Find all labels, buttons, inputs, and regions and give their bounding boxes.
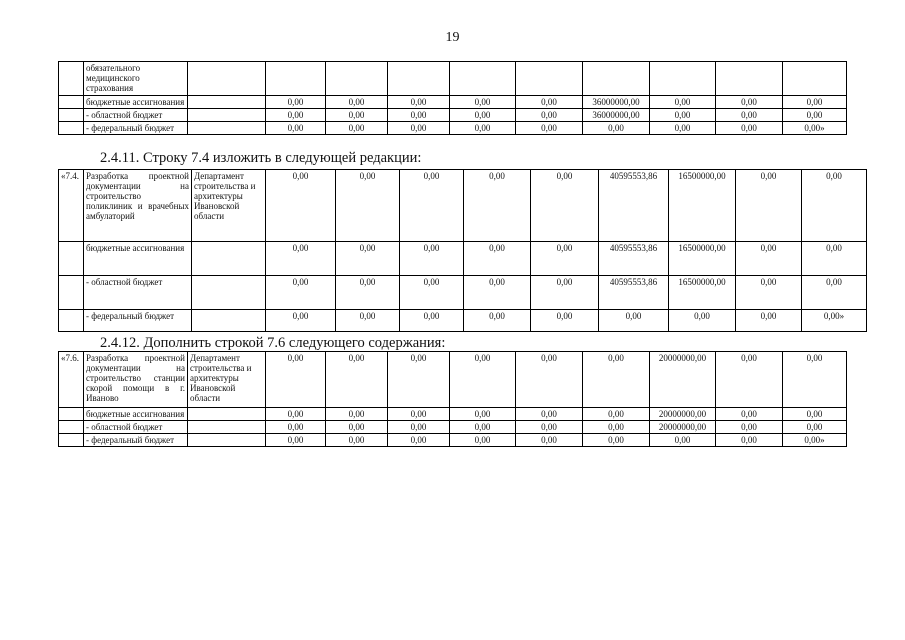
table-row (59, 408, 847, 421)
value-cell: 0,00 (326, 96, 388, 109)
value-cell: 0,00 (669, 310, 736, 332)
value-cell: 0,00 (326, 408, 388, 421)
value-cell: 20000000,00 (650, 421, 716, 434)
value-cell: 0,00 (336, 170, 400, 242)
row-label: обязательного медицинского страхования (84, 62, 188, 96)
department: Департамент строительства и архитектуры Ивановской области (188, 352, 266, 408)
value-cell: 0,00 (336, 310, 400, 332)
table-continuation (58, 61, 847, 135)
value-cell (783, 62, 847, 96)
value-cell: 0,00 (266, 434, 326, 447)
value-cell: 20000000,00 (650, 408, 716, 421)
value-cell: 0,00 (450, 434, 516, 447)
row-label: - областной бюджет (84, 276, 192, 310)
value-cell: 16500000,00 (669, 242, 736, 276)
value-cell: 0,00 (266, 170, 336, 242)
value-cell: 0,00 (802, 242, 867, 276)
table-row (59, 122, 847, 135)
value-cell: 0,00 (583, 421, 650, 434)
value-cell: 0,00 (266, 122, 326, 135)
value-cell: 0,00 (516, 109, 583, 122)
value-cell: 0,00 (388, 434, 450, 447)
value-cell: 0,00 (736, 276, 802, 310)
value-cell: 0,00 (736, 242, 802, 276)
value-cell: 0,00 (388, 122, 450, 135)
value-cell: 0,00 (650, 122, 716, 135)
row-label: бюджетные ассигнования (84, 408, 188, 421)
table-row (59, 352, 847, 408)
value-cell: 0,00 (531, 170, 599, 242)
value-cell (583, 62, 650, 96)
value-cell: 0,00 (464, 242, 531, 276)
section-heading: 2.4.12. Дополнить строкой 7.6 следующего содержания: (100, 335, 446, 351)
value-cell: 0,00 (388, 408, 450, 421)
row-number: «7.6. (59, 352, 84, 408)
value-cell (650, 62, 716, 96)
table-row (59, 62, 847, 96)
value-cell: 0,00 (583, 408, 650, 421)
value-cell (266, 62, 326, 96)
value-cell: 0,00 (783, 408, 847, 421)
value-cell: 0,00 (464, 276, 531, 310)
value-cell: 0,00 (326, 122, 388, 135)
value-cell: 16500000,00 (669, 170, 736, 242)
value-cell: 0,00 (388, 96, 450, 109)
value-cell: 0,00 (783, 421, 847, 434)
value-cell: 0,00 (326, 109, 388, 122)
value-cell: 0,00» (783, 122, 847, 135)
value-cell: 0,00 (716, 408, 783, 421)
value-cell: 0,00 (450, 109, 516, 122)
value-cell: 0,00 (400, 276, 464, 310)
value-cell: 0,00 (266, 109, 326, 122)
value-cell: 0,00 (400, 310, 464, 332)
value-cell: 0,00 (266, 352, 326, 408)
value-cell: 0,00» (802, 310, 867, 332)
value-cell (326, 62, 388, 96)
value-cell: 0,00 (326, 434, 388, 447)
value-cell: 0,00 (266, 276, 336, 310)
section-heading: 2.4.11. Строку 7.4 изложить в следующей редакции: (100, 150, 422, 166)
value-cell: 0,00 (516, 408, 583, 421)
value-cell: 0,00 (400, 170, 464, 242)
row-label: - областной бюджет (84, 421, 188, 434)
value-cell: 0,00 (583, 122, 650, 135)
table-row (59, 276, 867, 310)
table-row-7-4 (58, 169, 867, 332)
value-cell: 40595553,86 (599, 170, 669, 242)
row-label: бюджетные ассигнования (84, 96, 188, 109)
project-name: Разработка проектной документации на строительство станции скорой помощи в г. Иваново (84, 352, 188, 408)
value-cell: 20000000,00 (650, 352, 716, 408)
table-row (59, 421, 847, 434)
value-cell: 0,00 (266, 421, 326, 434)
value-cell: 36000000,00 (583, 109, 650, 122)
value-cell: 0,00 (736, 170, 802, 242)
value-cell: 0,00 (736, 310, 802, 332)
table-row (59, 109, 847, 122)
value-cell: 0,00 (531, 242, 599, 276)
row-label: - федеральный бюджет (84, 122, 188, 135)
value-cell: 0,00 (266, 310, 336, 332)
value-cell: 0,00 (464, 170, 531, 242)
value-cell: 0,00 (388, 352, 450, 408)
value-cell: 0,00 (650, 109, 716, 122)
value-cell: 0,00 (266, 96, 326, 109)
value-cell: 0,00 (400, 242, 464, 276)
row-label: бюджетные ассигнования (84, 242, 192, 276)
value-cell: 0,00 (516, 421, 583, 434)
table-row (59, 96, 847, 109)
value-cell: 0,00 (516, 434, 583, 447)
table-row (59, 242, 867, 276)
value-cell (388, 62, 450, 96)
project-name: Разработка проектной документации на строительство поликлиник и врачебных амбулаторий (84, 170, 192, 242)
value-cell (450, 62, 516, 96)
value-cell: 0,00» (783, 434, 847, 447)
value-cell: 16500000,00 (669, 276, 736, 310)
value-cell: 0,00 (388, 109, 450, 122)
row-label: - федеральный бюджет (84, 434, 188, 447)
value-cell: 0,00 (802, 276, 867, 310)
table-row-7-6 (58, 351, 847, 447)
value-cell: 0,00 (802, 170, 867, 242)
table-row (59, 434, 847, 447)
value-cell: 0,00 (450, 96, 516, 109)
value-cell: 0,00 (716, 352, 783, 408)
value-cell: 0,00 (450, 352, 516, 408)
row-label: - областной бюджет (84, 109, 188, 122)
value-cell: 0,00 (450, 122, 516, 135)
value-cell: 0,00 (650, 96, 716, 109)
row-number: «7.4. (59, 170, 84, 242)
value-cell: 0,00 (716, 96, 783, 109)
value-cell: 0,00 (266, 242, 336, 276)
value-cell: 0,00 (716, 109, 783, 122)
value-cell: 0,00 (583, 434, 650, 447)
value-cell (516, 62, 583, 96)
value-cell: 0,00 (516, 122, 583, 135)
value-cell: 0,00 (336, 242, 400, 276)
value-cell: 0,00 (450, 421, 516, 434)
value-cell: 0,00 (266, 408, 326, 421)
value-cell: 0,00 (464, 310, 531, 332)
value-cell: 0,00 (716, 122, 783, 135)
value-cell: 0,00 (716, 421, 783, 434)
value-cell: 0,00 (783, 109, 847, 122)
value-cell: 0,00 (326, 352, 388, 408)
value-cell: 36000000,00 (583, 96, 650, 109)
table-row (59, 310, 867, 332)
value-cell: 0,00 (388, 421, 450, 434)
value-cell: 0,00 (531, 276, 599, 310)
value-cell: 0,00 (650, 434, 716, 447)
value-cell: 0,00 (450, 408, 516, 421)
value-cell: 0,00 (336, 276, 400, 310)
value-cell: 0,00 (516, 96, 583, 109)
value-cell: 0,00 (783, 352, 847, 408)
table-row (59, 170, 867, 242)
value-cell: 0,00 (516, 352, 583, 408)
page-number: 19 (445, 30, 460, 45)
value-cell (716, 62, 783, 96)
value-cell: 0,00 (716, 434, 783, 447)
value-cell: 0,00 (783, 96, 847, 109)
value-cell: 40595553,86 (599, 276, 669, 310)
row-label: - федеральный бюджет (84, 310, 192, 332)
value-cell: 0,00 (599, 310, 669, 332)
value-cell: 0,00 (531, 310, 599, 332)
value-cell: 40595553,86 (599, 242, 669, 276)
value-cell: 0,00 (583, 352, 650, 408)
value-cell: 0,00 (326, 421, 388, 434)
department: Департамент строительства и архитектуры Ивановской области (192, 170, 266, 242)
